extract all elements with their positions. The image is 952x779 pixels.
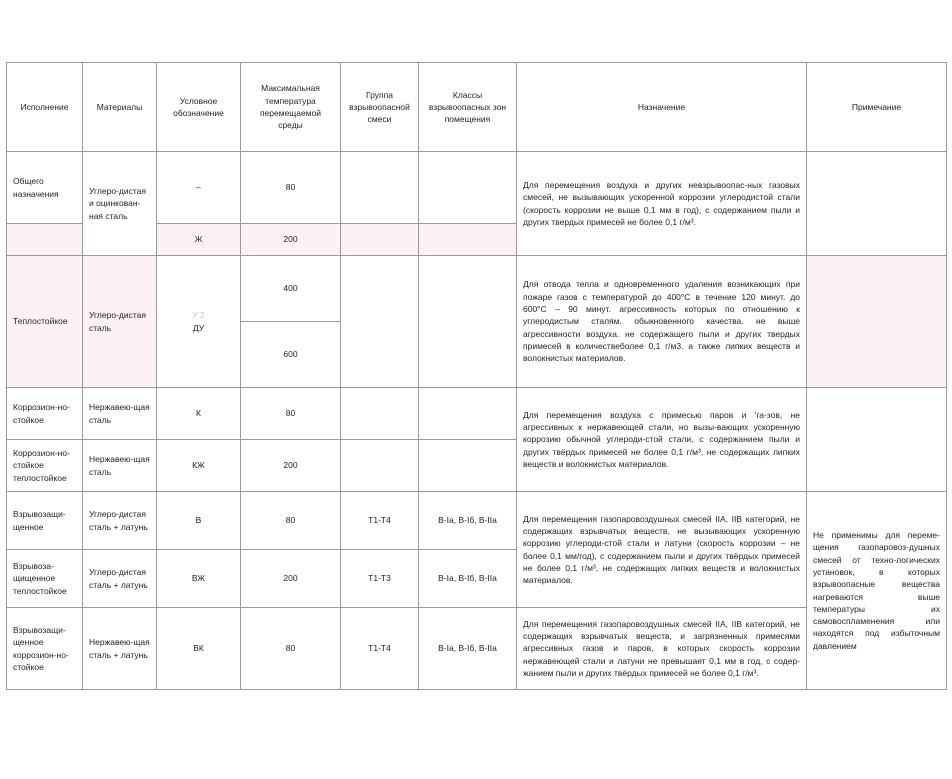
designation-faded-text: У 2 — [192, 310, 205, 321]
cell-execution: Взрывозащи-щенное коррозион-но-стойкое — [7, 608, 83, 690]
cell-execution: Взрывозащи-щенное — [7, 492, 83, 550]
designation-text: ДУ — [192, 322, 205, 333]
column-header-explosive-group: Группа взрывоопасной смеси — [341, 63, 419, 152]
cell-note — [807, 152, 947, 256]
cell-designation: В — [157, 492, 241, 550]
column-header-note: Примечание — [807, 63, 947, 152]
specification-table — [6, 62, 947, 690]
cell-zone-classes — [419, 440, 517, 492]
column-header-materials: Материалы — [83, 63, 157, 152]
cell-materials: Нержавею-щая сталь — [83, 388, 157, 440]
cell-purpose: Для отвода тепла и одновременного удаления возникающих при пожаре газов с температурой до 400°С в течение 120 минут. до 600°С – 90 минут. агрессивность которых по отношению к углеродистым сталям. обыкновенного качества. не выше агрессивности воздуха. не содержащего пыли и других твердых примесей в количествеболее 0,1 г/м3. а также липких веществ и волокнистых материалов. — [517, 256, 807, 388]
cell-zone-classes: В-Iа, В-Iб, В-IIа — [419, 608, 517, 690]
cell-zone-classes — [419, 152, 517, 224]
cell-note: Не применимы для переме-щения газопаровоз-душных смесей от техно-логических установок, в которых взрывоопасные вещества нагреваются выше температуры их самовоспламенения или находятся под избыточным давлением — [807, 492, 947, 690]
cell-designation — [157, 256, 241, 388]
table-row — [7, 256, 947, 322]
cell-designation: К — [157, 388, 241, 440]
cell-execution: Общего назначения — [7, 152, 83, 224]
column-header-purpose: Назначение — [517, 63, 807, 152]
cell-purpose: Для перемещения газопаровоздушных смесей IIA, IIB категорий, не содержащих взрывчатых веществ, не вызывающих ускоренную коррозию углероди-стой стали и латуни (скорость коррозии – не более 0,1 мм/год), с содержанием пыли и других твёрдых примесей не более 0,1 г/м³, не содержащих липких веществ и волокнистых материалов. — [517, 492, 807, 608]
cell-purpose: Для перемещения воздуха с примесью паров и 'га-зов, не агрессивных к нержавеющей стали, но вызы-вающих ускоренную коррозию обычной углероди-стой стали, с содержанием пыли и других твёрдых примесей не более 0,1 г/м³, не содержащих липких веществ и волокнистых материалов. — [517, 388, 807, 492]
column-header-execution: Исполнение — [7, 63, 83, 152]
column-header-temperature: Максимальная температура перемещаемой среды — [241, 63, 341, 152]
cell-note — [807, 256, 947, 388]
cell-materials: Нержавею-щая сталь + латунь — [83, 608, 157, 690]
cell-explosive-group — [341, 388, 419, 440]
table-row — [7, 388, 947, 440]
cell-execution: Теплостойкое — [7, 256, 83, 388]
cell-zone-classes — [419, 256, 517, 388]
column-header-zone-classes: Классы взрывоопасных зон помещения — [419, 63, 517, 152]
cell-designation: КЖ — [157, 440, 241, 492]
cell-execution: Взрывоза-щищенное теплостойкое — [7, 550, 83, 608]
cell-temperature: 80 — [241, 388, 341, 440]
cell-explosive-group: Т1-Т4 — [341, 492, 419, 550]
cell-temperature: 80 — [241, 152, 341, 224]
table-body — [7, 152, 947, 690]
table-row — [7, 608, 947, 690]
cell-temperature: 400 — [241, 256, 341, 322]
cell-temperature: 200 — [241, 550, 341, 608]
cell-purpose: Для перемещения газопаровоздушных смесей IIA, IIB категорий, не содержащих взрывчатых веществ, и загрязненных примесями агрессивных газов и паров, в которых скорость коррозии нержавеющей стали и латуни не превышает 0,1 мм в год, с содер-жанием пыли и других твёрдых примесей не более 0,1 г/м³. — [517, 608, 807, 690]
cell-zone-classes — [419, 224, 517, 256]
cell-temperature: 200 — [241, 440, 341, 492]
header-row — [7, 63, 947, 152]
cell-designation: ВК — [157, 608, 241, 690]
table-row — [7, 492, 947, 550]
cell-explosive-group — [341, 256, 419, 388]
cell-temperature: 200 — [241, 224, 341, 256]
cell-zone-classes: В-Iа, В-Iб, В-IIа — [419, 550, 517, 608]
cell-purpose: Для перемещения воздуха и других невзрывоопас-ных газовых смесей, не вызывающих ускоренной коррозии углеродистой стали (скорость коррозии не выше 0,1 мм в год), с содержанием пыли и других твердых примесей не более 0,1 г/м³. — [517, 152, 807, 256]
table-row — [7, 152, 947, 224]
cell-temperature: 80 — [241, 608, 341, 690]
cell-materials: Углеро-дистая сталь — [83, 256, 157, 388]
cell-zone-classes — [419, 388, 517, 440]
cell-materials: Углеро-дистая сталь + латунь — [83, 492, 157, 550]
cell-materials: Углеро-дистая и оцинкован-ная сталь — [83, 152, 157, 256]
cell-execution: Коррозион-но-стойкое — [7, 388, 83, 440]
cell-zone-classes: В-Iа, В-Iб, В-IIа — [419, 492, 517, 550]
cell-materials: Нержавею-щая сталь — [83, 440, 157, 492]
cell-explosive-group — [341, 224, 419, 256]
cell-designation: – — [157, 152, 241, 224]
table-header — [7, 63, 947, 152]
cell-note — [807, 388, 947, 492]
cell-execution — [7, 224, 83, 256]
cell-explosive-group: Т1-Т3 — [341, 550, 419, 608]
cell-execution: Коррозион-но-стойкое теплостойкое — [7, 440, 83, 492]
cell-materials: Углеро-дистая сталь + латунь — [83, 550, 157, 608]
cell-designation: ВЖ — [157, 550, 241, 608]
column-header-designation: Условное обозначение — [157, 63, 241, 152]
cell-designation: Ж — [157, 224, 241, 256]
cell-explosive-group — [341, 440, 419, 492]
cell-explosive-group: Т1-Т4 — [341, 608, 419, 690]
cell-explosive-group — [341, 152, 419, 224]
cell-temperature: 600 — [241, 322, 341, 388]
cell-temperature: 80 — [241, 492, 341, 550]
